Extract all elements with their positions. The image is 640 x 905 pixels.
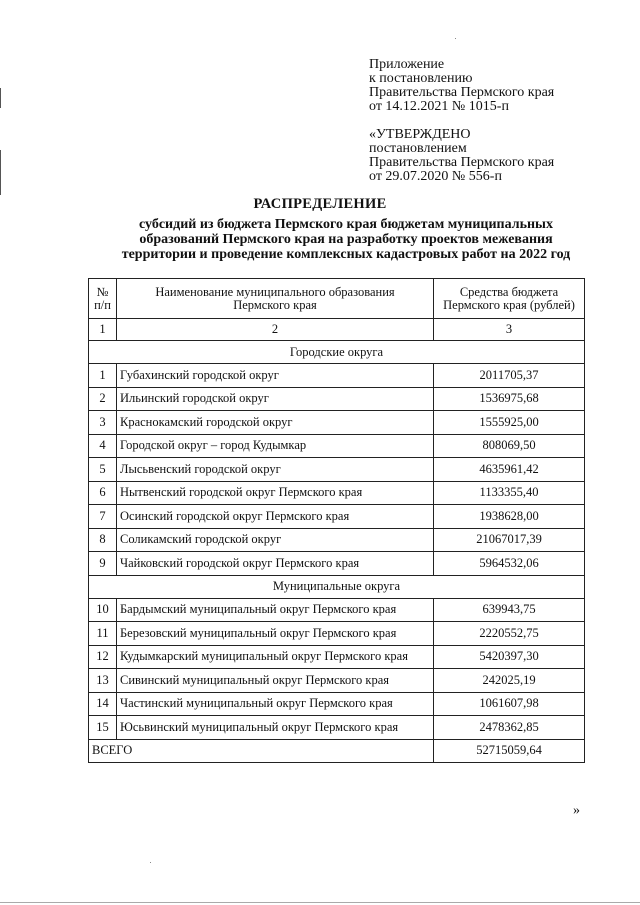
table-row (89, 552, 585, 576)
budget-amount: 639943,75 (434, 598, 585, 622)
column-index: 2 (117, 319, 434, 341)
municipality-name: Кудымкарский муниципальный округ Пермского края (117, 645, 434, 669)
municipality-name: Ильинский городской округ (117, 387, 434, 411)
budget-amount: 1133355,40 (434, 481, 585, 505)
budget-amount: 1536975,68 (434, 387, 585, 411)
header-num-line: п/п (94, 297, 111, 312)
row-number: 5 (89, 458, 117, 482)
appendix-line: от 14.12.2021 № 1015-п (369, 99, 509, 114)
municipality-name: Частинский муниципальный округ Пермского края (117, 692, 434, 716)
table-row (89, 481, 585, 505)
appendix-block (369, 58, 554, 114)
municipality-name: Губахинский городской округ (117, 364, 434, 388)
municipality-name: Юсьвинский муниципальный округ Пермского края (117, 716, 434, 740)
scan-speck (455, 38, 456, 39)
budget-amount: 5964532,06 (434, 552, 585, 576)
appendix-line: Правительства Пермского края (369, 85, 555, 100)
header-amount-line: Пермского края (рублей) (443, 297, 575, 312)
row-number: 14 (89, 692, 117, 716)
row-number: 10 (89, 598, 117, 622)
table-row (89, 411, 585, 435)
section-title: Городские округа (89, 341, 585, 364)
appendix-line: Приложение (369, 57, 445, 72)
header-amount-line: Средства бюджета (459, 284, 559, 299)
table-header-row (89, 279, 585, 319)
appendix-line: к постановлению (369, 71, 473, 86)
header-name-line: Наименование муниципального образования (155, 284, 395, 299)
budget-amount: 242025,19 (434, 669, 585, 693)
column-index: 3 (434, 319, 585, 341)
row-number: 8 (89, 528, 117, 552)
table-row (89, 528, 585, 552)
municipality-name: Лысьвенский городской округ (117, 458, 434, 482)
budget-amount: 808069,50 (434, 434, 585, 458)
row-number: 15 (89, 716, 117, 740)
subtitle-line: образований Пермского края на разработку проектов межевания (139, 232, 553, 247)
total-row (89, 739, 585, 763)
table-row (89, 692, 585, 716)
total-label: ВСЕГО (89, 739, 434, 763)
budget-amount: 5420397,30 (434, 645, 585, 669)
budget-amount: 1061607,98 (434, 692, 585, 716)
distribution-table (88, 278, 585, 763)
approved-line: от 29.07.2020 № 556-п (369, 169, 502, 184)
column-index-row (89, 319, 585, 341)
table-row (89, 622, 585, 646)
municipality-name: Соликамский городской округ (117, 528, 434, 552)
approved-line: Правительства Пермского края (369, 155, 555, 170)
section-row (89, 341, 585, 364)
municipality-name: Осинский городской округ Пермского края (117, 505, 434, 529)
row-number: 1 (89, 364, 117, 388)
distribution-table-body (89, 279, 585, 763)
municipality-name: Городской округ – город Кудымкар (117, 434, 434, 458)
budget-amount: 2478362,85 (434, 716, 585, 740)
table-row (89, 645, 585, 669)
subtitle-line: территории и проведение комплексных кадастровых работ на 2022 год (121, 247, 571, 262)
header-name (117, 279, 434, 319)
municipality-name: Бардымский муниципальный округ Пермского края (117, 598, 434, 622)
subtitle-line: субсидий из бюджета Пермского края бюджетам муниципальных (139, 217, 553, 232)
municipality-name: Сивинский муниципальный округ Пермского края (117, 669, 434, 693)
header-num-line: № (96, 284, 109, 299)
row-number: 7 (89, 505, 117, 529)
document-title: РАСПРЕДЕЛЕНИЕ (253, 196, 387, 212)
approved-line: «УТВЕРЖДЕНО (369, 127, 471, 142)
approved-line: постановлением (369, 141, 467, 156)
total-amount: 52715059,64 (434, 739, 585, 763)
header-name-line: Пермского края (233, 297, 317, 312)
table-row (89, 598, 585, 622)
row-number: 11 (89, 622, 117, 646)
table-row (89, 387, 585, 411)
municipality-name: Нытвенский городской округ Пермского края (117, 481, 434, 505)
row-number: 3 (89, 411, 117, 435)
budget-amount: 2011705,37 (434, 364, 585, 388)
table-row (89, 434, 585, 458)
margin-mark (0, 88, 1, 108)
table-row (89, 669, 585, 693)
municipality-name: Краснокамский городской округ (117, 411, 434, 435)
budget-amount: 1938628,00 (434, 505, 585, 529)
row-number: 13 (89, 669, 117, 693)
table-row (89, 458, 585, 482)
header-amount (434, 279, 585, 319)
table-row (89, 364, 585, 388)
scan-speck (150, 862, 151, 863)
table-row (89, 505, 585, 529)
column-index: 1 (89, 319, 117, 341)
budget-amount: 1555925,00 (434, 411, 585, 435)
row-number: 4 (89, 434, 117, 458)
row-number: 6 (89, 481, 117, 505)
municipality-name: Березовский муниципальный округ Пермского края (117, 622, 434, 646)
scan-bottom-edge (0, 902, 640, 903)
row-number: 12 (89, 645, 117, 669)
budget-amount: 2220552,75 (434, 622, 585, 646)
table-row (89, 716, 585, 740)
closing-quote: » (573, 803, 580, 818)
document-subtitle (80, 217, 612, 262)
budget-amount: 21067017,39 (434, 528, 585, 552)
section-title: Муниципальные округа (89, 575, 585, 598)
row-number: 2 (89, 387, 117, 411)
row-number: 9 (89, 552, 117, 576)
budget-amount: 4635961,42 (434, 458, 585, 482)
header-num (89, 279, 117, 319)
municipality-name: Чайковский городской округ Пермского края (117, 552, 434, 576)
margin-mark (0, 150, 1, 195)
section-row (89, 575, 585, 598)
approved-block (369, 128, 554, 184)
